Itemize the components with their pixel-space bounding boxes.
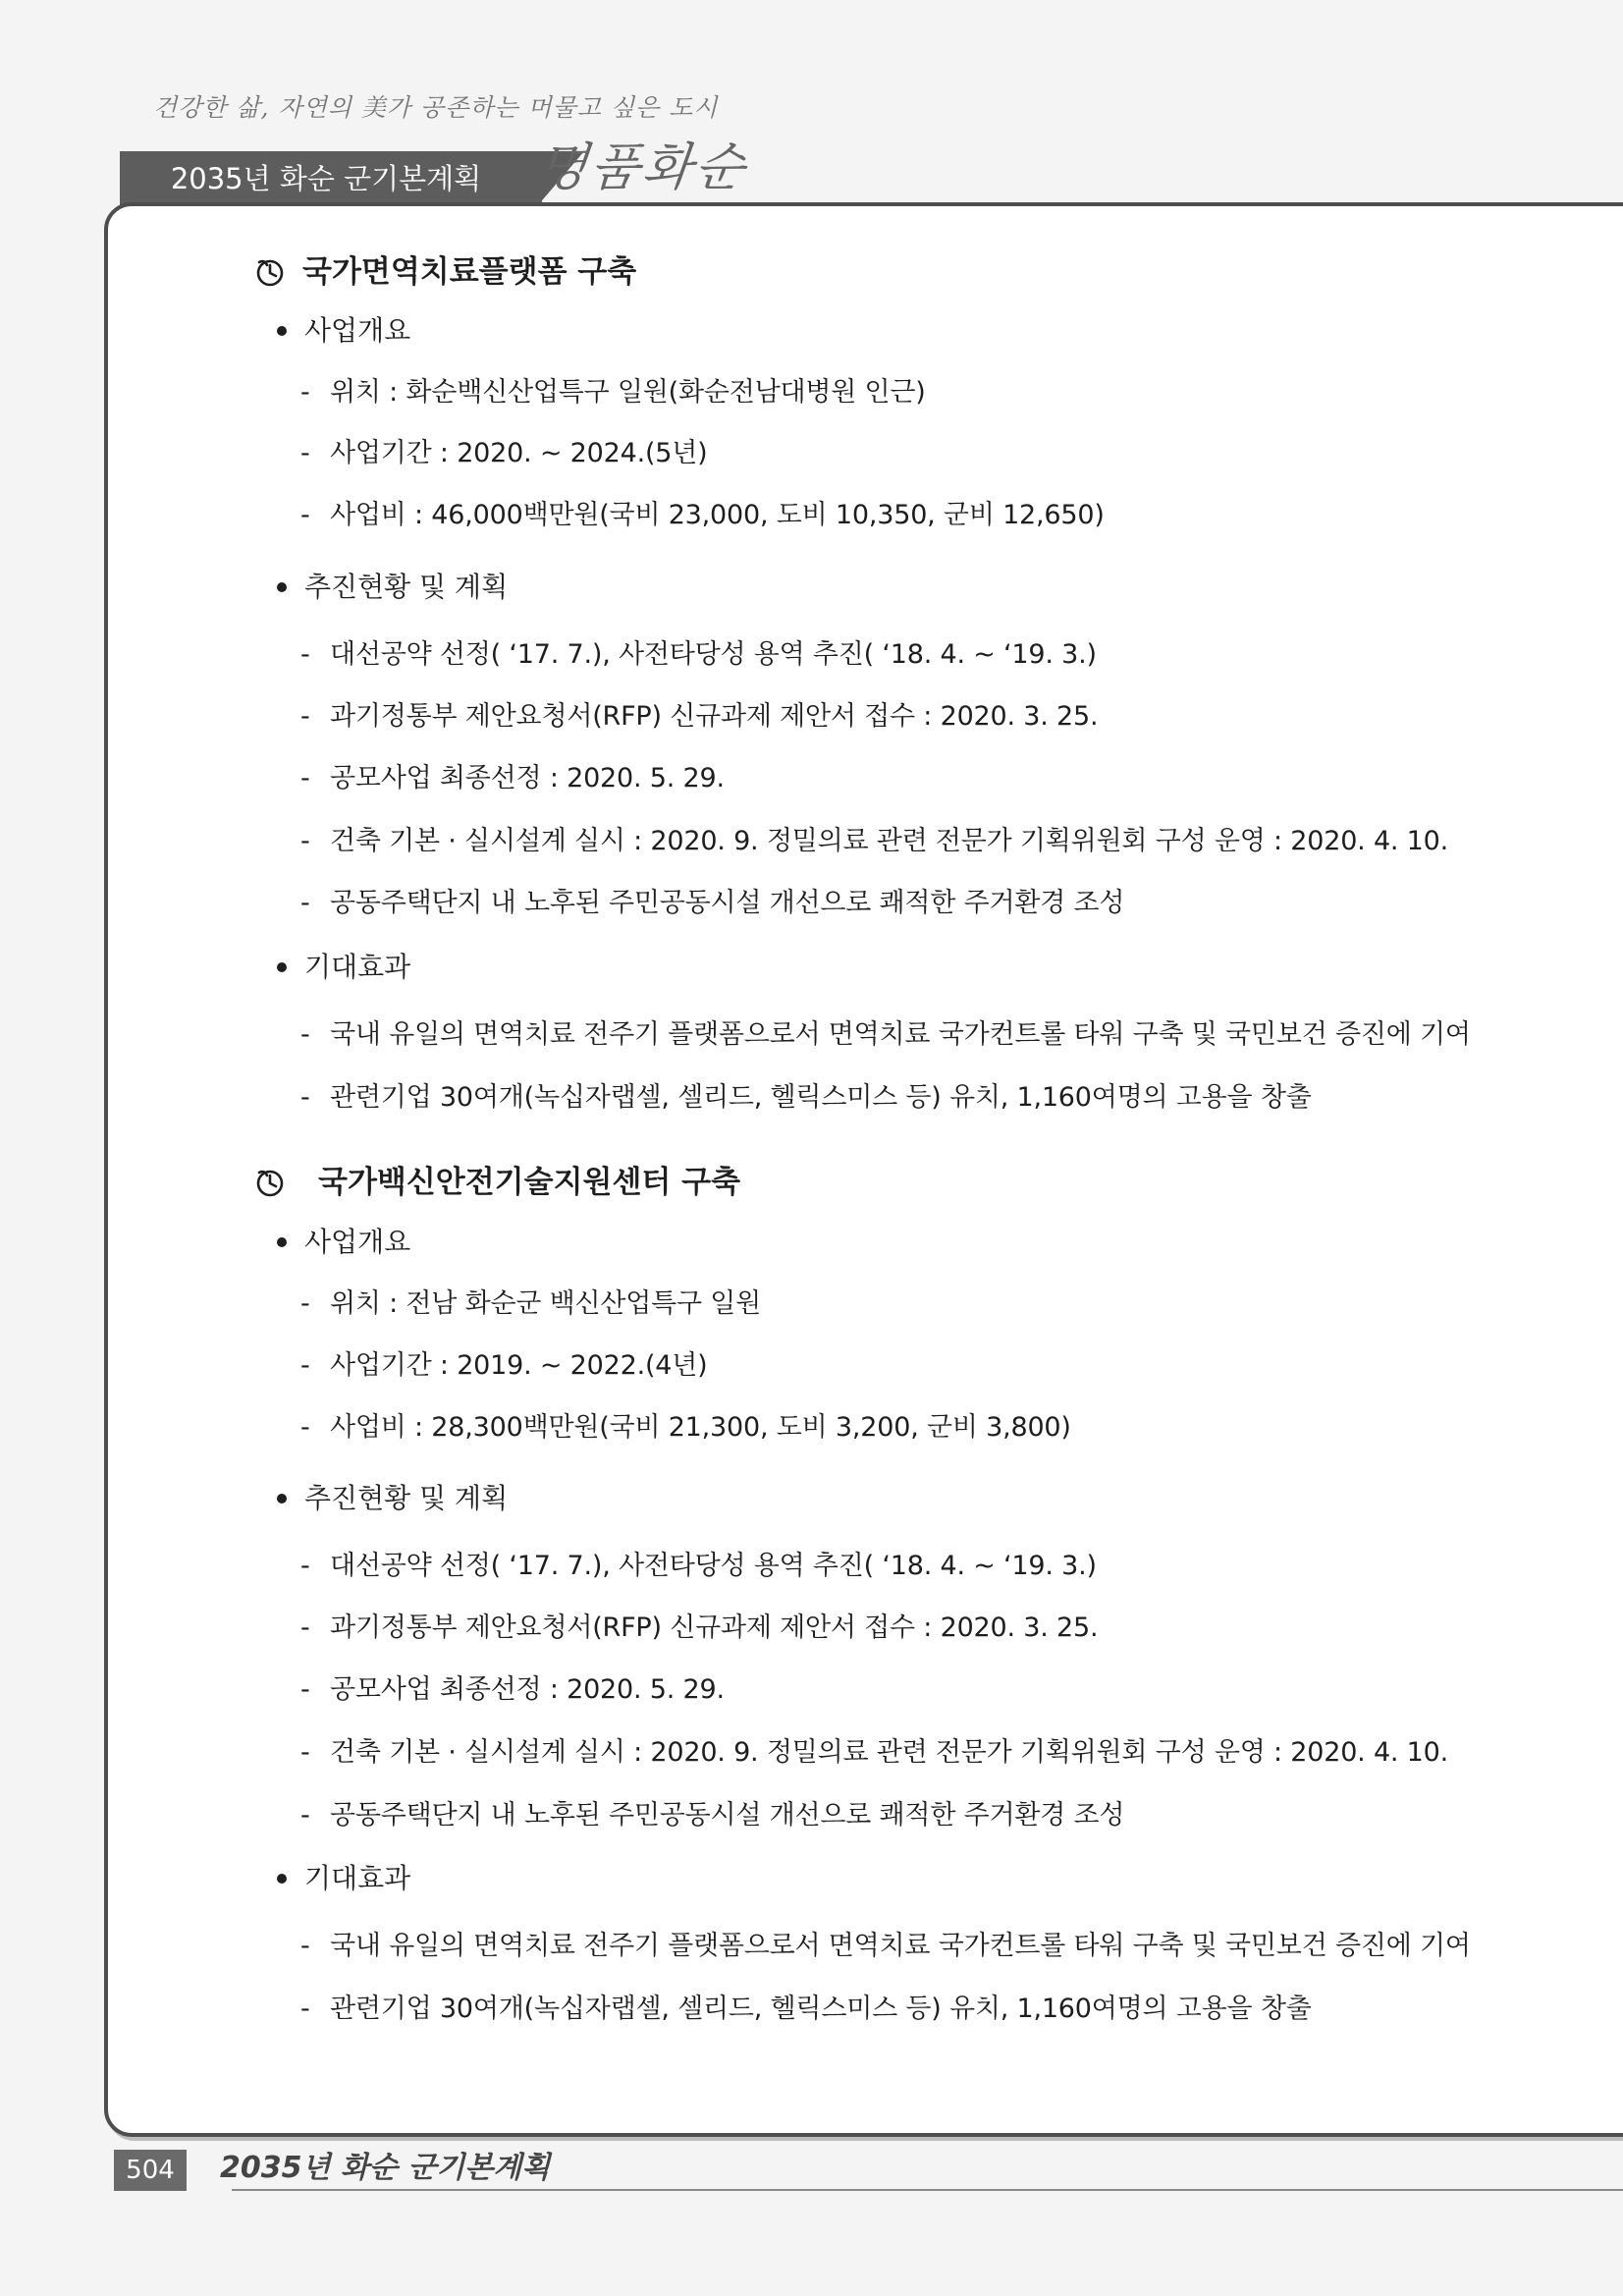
dash-marker: -	[300, 1551, 310, 1581]
list-item-text: 관련기업 30여개(녹십자랩셀, 셀리드, 헬릭스미스 등) 유치, 1,160여명의 고용을 창출	[330, 1994, 1312, 2024]
list-item-text: 공동주택단지 내 노후된 주민공동시설 개선으로 쾌적한 주거환경 조성	[330, 1800, 1125, 1831]
list-item-text: 건축 기본 · 실시설계 실시 : 2020. 9. 정밀의료 관련 전문가 기획위원회 구성 운영 : 2020. 4. 10.	[330, 826, 1449, 856]
list-item-text: 위치 : 전남 화순군 백신산업특구 일원	[330, 1288, 762, 1319]
list-item-text: 공동주택단지 내 노후된 주민공동시설 개선으로 쾌적한 주거환경 조성	[330, 888, 1125, 918]
dash-marker: -	[300, 1082, 310, 1113]
clock-sprout-icon	[253, 256, 285, 288]
bullet-dot	[277, 582, 287, 592]
dash-marker: -	[300, 1288, 310, 1319]
section-title-text: 국가면역치료플랫폼 구축	[302, 254, 637, 290]
dash-marker: -	[300, 1737, 310, 1768]
bullet-dot	[277, 326, 287, 336]
dash-marker: -	[300, 1613, 310, 1643]
dash-marker: -	[300, 1019, 310, 1050]
list-item-text: 국내 유일의 면역치료 전주기 플랫폼으로서 면역치료 국가컨트롤 타워 구축 및 국민보건 증진에 기여	[330, 1019, 1471, 1050]
brand-logo: 명품화순	[534, 138, 751, 197]
dash-marker: -	[300, 500, 310, 530]
bullet-label: 추진현황 및 계획	[304, 571, 509, 603]
bullet-label: 기대효과	[304, 1862, 411, 1894]
dash-marker: -	[300, 701, 310, 732]
list-item-text: 대선공약 선정( ‘17. 7.), 사전타당성 용역 추진( ‘18. 4. ~ ‘19. 3.)	[330, 639, 1097, 670]
dash-marker: -	[300, 1674, 310, 1705]
slogan: 건강한 삶, 자연의 美가 공존하는 머물고 싶은 도시	[153, 93, 719, 122]
dash-marker: -	[300, 1931, 310, 1961]
dash-marker: -	[300, 888, 310, 918]
dash-marker: -	[300, 1800, 310, 1831]
bullet-dot	[277, 1874, 287, 1884]
bullet-label: 사업개요	[304, 1226, 411, 1258]
list-item-text: 공모사업 최종선정 : 2020. 5. 29.	[330, 1674, 725, 1705]
dash-marker: -	[300, 639, 310, 670]
bullet-label: 추진현황 및 계획	[304, 1482, 509, 1514]
footer-title: 2035년 화순 군기본계획	[220, 2151, 551, 2185]
dash-marker: -	[300, 438, 310, 468]
header-title: 2035년 화순 군기본계획	[170, 162, 482, 195]
header-band	[120, 151, 1623, 206]
list-item-text: 관련기업 30여개(녹십자랩셀, 셀리드, 헬릭스미스 등) 유치, 1,160여명의 고용을 창출	[330, 1082, 1312, 1113]
bullet-dot	[277, 1237, 287, 1247]
bullet-label: 기대효과	[304, 951, 411, 983]
list-item-text: 사업비 : 46,000백만원(국비 23,000, 도비 10,350, 군비 12,650)	[330, 500, 1105, 530]
dash-marker: -	[300, 763, 310, 793]
section-title-text: 국가백신안전기술지원센터 구축	[318, 1165, 741, 1200]
clock-sprout-icon	[253, 1167, 285, 1198]
dash-marker: -	[300, 1350, 310, 1381]
bullet-dot	[277, 962, 287, 972]
list-item-text: 사업기간 : 2019. ~ 2022.(4년)	[330, 1350, 708, 1381]
list-item-text: 사업기간 : 2020. ~ 2024.(5년)	[330, 438, 708, 468]
list-item-text: 건축 기본 · 실시설계 실시 : 2020. 9. 정밀의료 관련 전문가 기획위원회 구성 운영 : 2020. 4. 10.	[330, 1737, 1449, 1768]
list-item-text: 공모사업 최종선정 : 2020. 5. 29.	[330, 763, 725, 793]
bullet-dot	[277, 1494, 287, 1503]
list-item-text: 대선공약 선정( ‘17. 7.), 사전타당성 용역 추진( ‘18. 4. ~ ‘19. 3.)	[330, 1551, 1097, 1581]
page-number: 504	[114, 2150, 187, 2191]
dash-marker: -	[300, 377, 310, 408]
list-item-text: 과기정통부 제안요청서(RFP) 신규과제 제안서 접수 : 2020. 3. 25.	[330, 701, 1099, 732]
list-item-text: 과기정통부 제안요청서(RFP) 신규과제 제안서 접수 : 2020. 3. 25.	[330, 1613, 1099, 1643]
list-item-text: 위치 : 화순백신산업특구 일원(화순전남대병원 인근)	[330, 377, 926, 408]
dash-marker: -	[300, 1994, 310, 2024]
dash-marker: -	[300, 826, 310, 856]
list-item-text: 사업비 : 28,300백만원(국비 21,300, 도비 3,200, 군비 3,800)	[330, 1412, 1071, 1443]
bullet-label: 사업개요	[304, 314, 411, 347]
dash-marker: -	[300, 1412, 310, 1443]
list-item-text: 국내 유일의 면역치료 전주기 플랫폼으로서 면역치료 국가컨트롤 타워 구축 및 국민보건 증진에 기여	[330, 1931, 1471, 1961]
